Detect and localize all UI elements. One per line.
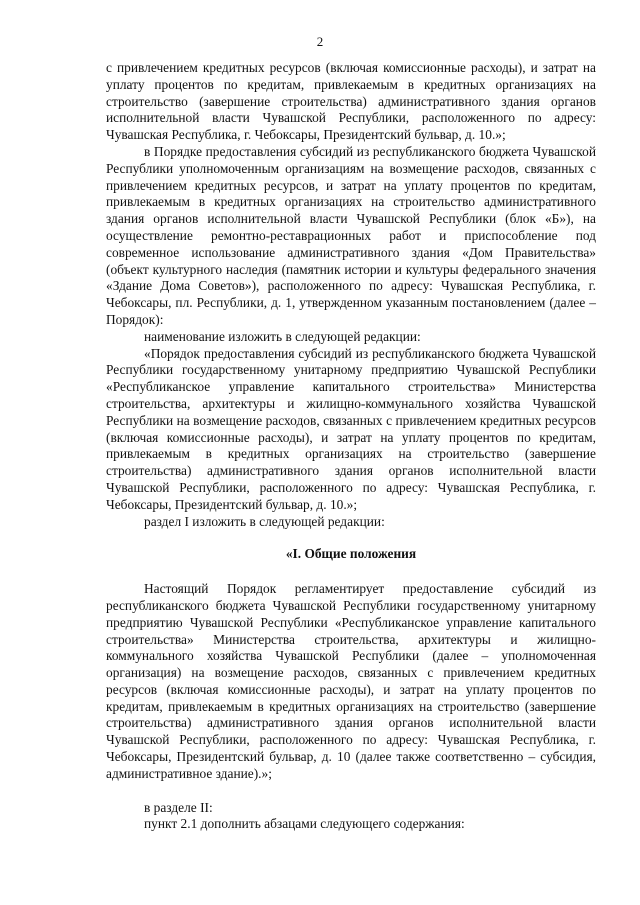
paragraph-section-two: в разделе II:	[144, 799, 213, 815]
paragraph-procedure-intro: в Порядке предоставления субсидий из республиканского бюджета Чувашской Республики уполномоченным организациям на возмещение расходов, связанных с привлечением кредитных ресурсов, и затрат на уплату процентов по кредитам, привлекаемым в кредитных организациях на строительство административного здания органов исполнительной власти Чувашской Республики (блок «Б»), на осуществление ремонтно-реставрационных работ и приспособление под современное использование административного здания «Дом Правительства» (объект культурного наследия (памятник истории и культуры федерального значения «Здание Дома Советов»), расположенного по адресу: Чувашская Республика, г. Чебоксары, пл. Республики, д. 1, утвержденном указанным постановлением (далее – Порядок):	[106, 143, 596, 327]
paragraph-point-instruction: пункт 2.1 дополнить абзацами следующего содержания:	[144, 816, 465, 832]
paragraph-procedure-title: «Порядок предоставления субсидий из республиканского бюджета Чувашской Республики государственному унитарному предприятию Чувашской Республики «Республиканское управление капитального строительства» Министерства строительства, архитектуры и жилищно-коммунального хозяйства Чувашской Республики на возмещение расходов, связанных с привлечением кредитных ресурсов (включая комиссионные расходы), и затрат на уплату процентов по кредитам, привлекаемым в кредитных организациях на строительство (завершение строительства) административного здания органов исполнительной власти Чувашской Республики, расположенного по адресу: Чувашская Республика, г. Чебоксары, Президентский бульвар, д. 10.»;	[106, 345, 596, 512]
paragraph-section-instruction: раздел I изложить в следующей редакции:	[144, 513, 385, 529]
paragraph-general-provisions: Настоящий Порядок регламентирует предоставление субсидий из республиканского бюджета Чувашской Республики государственному унитарному предприятию Чувашской Республики «Республиканское управление капитального строительства» Министерства строительства, архитектуры и жилищно-коммунального хозяйства Чувашской Республики (далее – уполномоченная организация) на возмещение расходов, связанных с привлечением кредитных ресурсов (включая комиссионные расходы), и затрат на уплату процентов по кредитам, привлекаемым в кредитных организациях на строительство (завершение строительства) административного здания органов исполнительной власти Чувашской Республики, расположенного по адресу: Чувашская Республика, г. Чебоксары, Президентский бульвар, д. 10 (далее также соответственно – субсидия, административное здание).»;	[106, 581, 596, 781]
paragraph-name-instruction: наименование изложить в следующей редакции:	[144, 328, 421, 344]
page-number: 2	[316, 34, 324, 49]
document-body	[106, 60, 596, 833]
section-heading: «I. Общие положения	[285, 546, 417, 562]
paragraph-continuation: с привлечением кредитных ресурсов (включая комиссионные расходы), и затрат на уплату процентов по кредитам, привлекаемым в кредитных организациях на строительство (завершение строительства) административного здания органов исполнительной власти Чувашской Республики, расположенного по адресу: Чувашская Республика, г. Чебоксары, Президентский бульвар, д. 10.»;	[106, 60, 596, 143]
